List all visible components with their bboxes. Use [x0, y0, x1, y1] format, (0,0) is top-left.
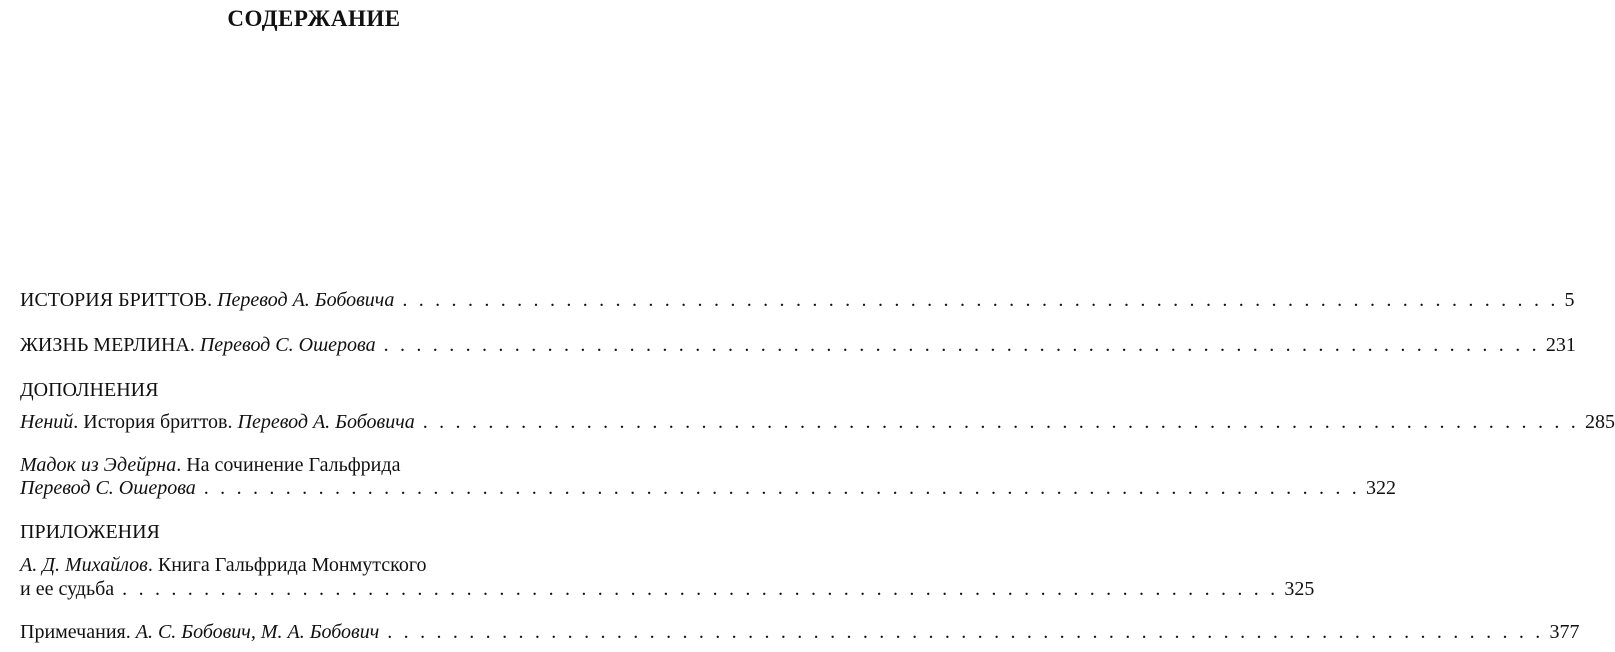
section-heading-supplements: ДОПОЛНЕНИЯ: [20, 379, 159, 401]
entry-author: А. Д. Михайлов: [20, 554, 148, 576]
dot-leader: . . . . . . . . . . . . . . . . . . . . . . . . . . . . . . . . . . . . . . . . . . . . . . . . . . . . . . . . . . . . . . . . . . . . . . .: [122, 578, 1279, 600]
toc-entry-mikhailov-line2: [20, 575, 1315, 603]
toc-entry-text: [20, 474, 196, 502]
page-title: СОДЕРЖАНИЕ: [227, 6, 401, 31]
toc-entry-text: [20, 286, 394, 314]
page-number: 322: [1365, 477, 1396, 499]
toc-entry-history: [20, 286, 1575, 314]
page-number: 285: [1584, 411, 1615, 433]
toc-entry-nennius: [20, 408, 1615, 436]
entry-translator: Перевод А. Бобовича: [237, 411, 415, 433]
entry-title: и ее судьба: [20, 578, 115, 600]
page-number: 5: [1564, 289, 1575, 311]
toc-entry-text: [20, 331, 376, 359]
toc-entry-text: [20, 408, 415, 436]
entry-translator: Перевод А. Бобовича: [217, 289, 395, 311]
entry-title: ЖИЗНЬ МЕРЛИНА.: [20, 334, 195, 356]
entry-translator: Перевод С. Ошерова: [20, 477, 196, 499]
page-number: 231: [1545, 334, 1576, 356]
entry-author: Нений: [20, 411, 74, 433]
toc-entry-merlin: [20, 331, 1576, 359]
dot-leader: . . . . . . . . . . . . . . . . . . . . . . . . . . . . . . . . . . . . . . . . . . . . . . . . . . . . . . . . . . . . . . . . . . . . . . .: [422, 411, 1579, 433]
entry-title: Примечания.: [20, 621, 131, 643]
entry-authors: А. С. Бобович, М. А. Бобович: [135, 621, 380, 643]
dot-leader: . . . . . . . . . . . . . . . . . . . . . . . . . . . . . . . . . . . . . . . . . . . . . . . . . . . . . . . . . . . . . . . . . . . . . . .: [387, 621, 1544, 643]
page-number: 325: [1284, 578, 1315, 600]
entry-title: . История бриттов.: [73, 411, 233, 433]
toc-entry-notes: [20, 618, 1580, 646]
toc-entry-text: [20, 618, 379, 646]
toc-entry-madoc-line2: [20, 474, 1396, 502]
entry-title: . Книга Гальфрида Монмутского: [147, 554, 427, 576]
section-heading-appendices: ПРИЛОЖЕНИЯ: [20, 521, 160, 543]
dot-leader: . . . . . . . . . . . . . . . . . . . . . . . . . . . . . . . . . . . . . . . . . . . . . . . . . . . . . . . . . . . . . . . . . . . . . . .: [402, 289, 1559, 311]
page-number: 377: [1549, 621, 1580, 643]
dot-leader: . . . . . . . . . . . . . . . . . . . . . . . . . . . . . . . . . . . . . . . . . . . . . . . . . . . . . . . . . . . . . . . . . . . . . . .: [383, 334, 1540, 356]
entry-title: . На сочинение Гальфрида: [176, 454, 401, 476]
entry-author: Мадок из Эдейрна: [20, 454, 177, 476]
entry-translator: Перевод С. Ошерова: [199, 334, 376, 356]
entry-title: ИСТОРИЯ БРИТТОВ.: [20, 289, 213, 311]
dot-leader: . . . . . . . . . . . . . . . . . . . . . . . . . . . . . . . . . . . . . . . . . . . . . . . . . . . . . . . . . . . . . . . . . . . . . . .: [203, 477, 1360, 499]
